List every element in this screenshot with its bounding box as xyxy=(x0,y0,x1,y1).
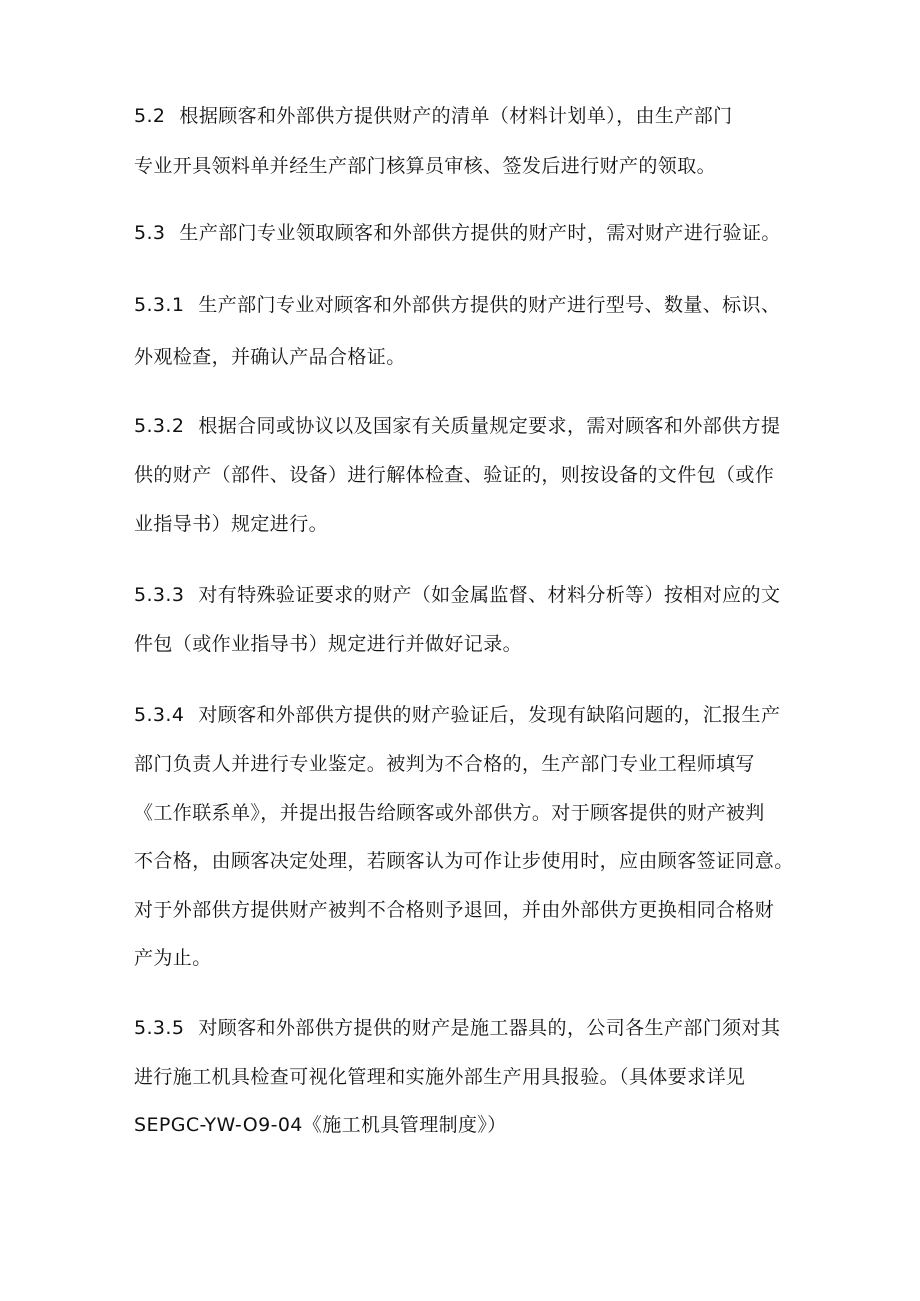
paragraph-text: 部门负责人并进行专业鉴定。被判为不合格的，生产部门专业工程师填写 xyxy=(134,753,755,775)
paragraph-text: 对顾客和外部供方提供的财产是施工器具的，公司各生产部门须对其 xyxy=(198,1017,781,1039)
paragraph-line xyxy=(134,849,794,873)
paragraph-line xyxy=(134,946,212,970)
section-number: 5.3.5 xyxy=(134,1017,185,1039)
paragraph-text: 业指导书）规定进行。 xyxy=(134,513,329,535)
paragraph-line xyxy=(134,104,733,128)
section-number: 5.2 xyxy=(134,105,166,127)
paragraph-line xyxy=(134,583,780,607)
paragraph-text: 供的财产（部件、设备）进行解体检查、验证的，则按设备的文件包（或作 xyxy=(134,464,775,486)
paragraph-text: 不合格，由顾客决定处理，若顾客认为可作让步使用时，应由顾客签证同意。 xyxy=(134,850,794,872)
paragraph-line xyxy=(134,221,781,245)
paragraph-line xyxy=(134,512,328,536)
paragraph-line xyxy=(134,703,780,727)
paragraph-text: 生产部门专业领取顾客和外部供方提供的财产时，需对财产进行验证。 xyxy=(179,222,781,244)
paragraph-text: 对于外部供方提供财产被判不合格则予退回，并由外部供方更换相同合格财 xyxy=(134,899,775,921)
paragraph-text: 专业开具领料单并经生产部门核算员审核、签发后进行财产的领取。 xyxy=(134,155,717,177)
paragraph-line xyxy=(134,463,774,487)
paragraph-line xyxy=(134,752,755,776)
paragraph-line xyxy=(134,414,780,438)
paragraph-line xyxy=(134,801,765,825)
paragraph-text: 《工作联系单》，并提出报告给顾客或外部供方。对于顾客提供的财产被判 xyxy=(134,802,765,824)
paragraph-line xyxy=(134,1065,745,1089)
paragraph-text: 对顾客和外部供方提供的财产验证后，发现有缺陷问题的，汇报生产 xyxy=(198,704,781,726)
paragraph-line xyxy=(134,632,522,656)
paragraph-text: 根据合同或协议以及国家有关质量规定要求，需对顾客和外部供方提 xyxy=(198,415,781,437)
paragraph-text: 对有特殊验证要求的财产（如金属监督、材料分析等）按相对应的文 xyxy=(198,584,781,606)
section-number: 5.3.3 xyxy=(134,584,185,606)
section-number: 5.3.1 xyxy=(134,294,185,316)
paragraph-text: 根据顾客和外部供方提供财产的清单（材料计划单），由生产部门 xyxy=(179,105,733,127)
paragraph-line xyxy=(134,898,774,922)
paragraph-text: 产为止。 xyxy=(134,947,212,969)
paragraph-line xyxy=(134,1016,780,1040)
paragraph-text: 进行施工机具检查可视化管理和实施外部生产用具报验。（具体要求详见 xyxy=(134,1066,746,1088)
paragraph-text: 外观检查，并确认产品合格证。 xyxy=(134,346,406,368)
paragraph-text: 件包（或作业指导书）规定进行并做好记录。 xyxy=(134,633,523,655)
paragraph-text: 生产部门专业对顾客和外部供方提供的财产进行型号、数量、标识、 xyxy=(198,294,781,316)
section-number: 5.3.4 xyxy=(134,704,185,726)
section-number: 5.3 xyxy=(134,222,166,244)
paragraph-line xyxy=(134,345,406,369)
paragraph-line xyxy=(134,1113,507,1137)
section-number: 5.3.2 xyxy=(134,415,185,437)
paragraph-line xyxy=(134,154,716,178)
paragraph-text: SEPGC-YW-O9-04《施工机具管理制度》） xyxy=(134,1114,507,1136)
paragraph-line xyxy=(134,293,780,317)
